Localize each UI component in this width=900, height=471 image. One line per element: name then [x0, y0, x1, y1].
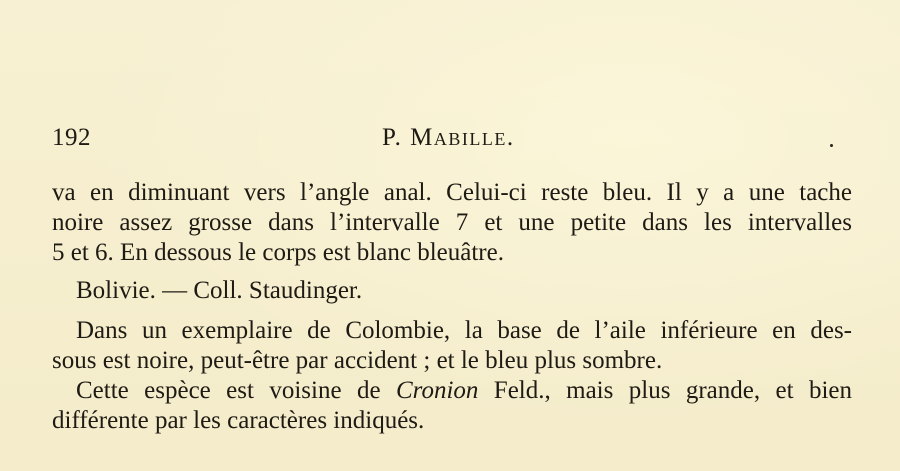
species-name: Cronion	[395, 377, 479, 404]
paragraph-1	[52, 178, 852, 268]
print-mark	[830, 144, 833, 147]
text-line: différente par les caractères indiqués.	[52, 407, 425, 434]
page-number: 192	[52, 124, 91, 151]
text-line: Dans un exemplaire de Colombie, la base de l’aile inférieure en des-	[76, 317, 852, 344]
text-line: noire assez grosse dans l’intervalle 7 et une petite dans les intervalles	[52, 209, 852, 236]
author-initial: P.	[382, 124, 403, 151]
author-name: Mabille.	[410, 124, 515, 151]
text-line: sous est noire, peut-être par accident ; et le bleu plus sombre.	[52, 347, 663, 374]
text-line	[52, 376, 852, 406]
text-line: va en diminuant vers l’angle anal. Celui-ci reste bleu. Il y a une tache	[52, 179, 852, 206]
paragraph-3	[52, 316, 852, 376]
running-header	[52, 124, 842, 158]
text-line: 5 et 6. En dessous le corps est blanc bleuâtre.	[52, 239, 504, 266]
paragraph-2	[52, 276, 852, 306]
text-line: Bolivie. — Coll. Staudinger.	[76, 277, 363, 304]
body-text	[52, 178, 852, 436]
running-title	[382, 124, 515, 152]
text-run: Cette espèce est voisine de	[76, 377, 396, 404]
paragraph-4	[52, 376, 852, 436]
text-run: Feld., mais plus grande, et bien	[478, 377, 852, 404]
